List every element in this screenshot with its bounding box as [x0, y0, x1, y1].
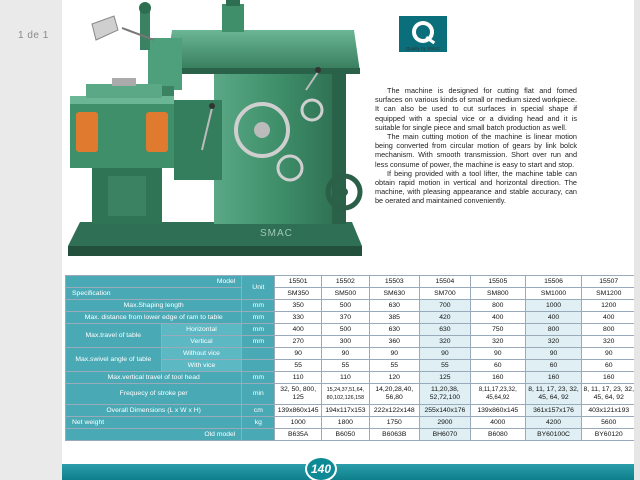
row-unit: [242, 429, 275, 441]
value-cell: BY60120: [582, 429, 634, 441]
value-cell: 1800: [321, 417, 369, 429]
value-cell: 32, 50, 800, 125: [275, 384, 322, 405]
table-row: [66, 417, 635, 429]
value-cell: 750: [470, 324, 525, 336]
spec-cell: SM350: [275, 288, 322, 300]
value-cell: 120: [369, 372, 419, 384]
model-cell: 15503: [369, 276, 419, 288]
value-cell: 1000: [525, 300, 582, 312]
value-cell: BY60100C: [525, 429, 582, 441]
row-unit: mm: [242, 312, 275, 324]
spec-cell: SM800: [470, 288, 525, 300]
shaping-machine-illustration: [62, 0, 374, 262]
value-cell: 2900: [419, 417, 470, 429]
table-row: [66, 300, 635, 312]
value-cell: B635A: [275, 429, 322, 441]
value-cell: 60: [470, 360, 525, 372]
row-unit: min: [242, 384, 275, 405]
value-cell: 350: [275, 300, 322, 312]
value-cell: 361x157x176: [525, 405, 582, 417]
description-paragraph: The main cutting motion of the machine is linear motion being converted from circular motion of gears by link bolck mechanism. With smooth transmission. Short over run and less consume of power, the machine is easy to start and stop.: [375, 132, 577, 169]
model-cell: 15504: [419, 276, 470, 288]
value-cell: 4000: [470, 417, 525, 429]
value-cell: 8,11,17,23,32, 45,64,92: [470, 384, 525, 405]
value-cell: 400: [525, 312, 582, 324]
spec-cell: SM700: [419, 288, 470, 300]
value-cell: 125: [419, 372, 470, 384]
value-cell: 400: [275, 324, 322, 336]
table-row: [66, 288, 635, 300]
value-cell: 139x860x145: [275, 405, 322, 417]
logo-caption: Quality by SMAC: [405, 46, 441, 51]
value-cell: 1750: [369, 417, 419, 429]
value-cell: B6080: [470, 429, 525, 441]
value-cell: B6063B: [369, 429, 419, 441]
value-cell: 90: [369, 348, 419, 360]
value-cell: 55: [275, 360, 322, 372]
row-unit: mm: [242, 324, 275, 336]
table-row: [66, 324, 635, 336]
value-cell: 55: [321, 360, 369, 372]
spec-cell: SM1000: [525, 288, 582, 300]
value-cell: 255x140x176: [419, 405, 470, 417]
value-cell: 160: [470, 372, 525, 384]
row-label: Max.vertical travel of tool head: [66, 372, 242, 384]
spec-cell: SM630: [369, 288, 419, 300]
row-unit: mm: [242, 372, 275, 384]
value-cell: 800: [582, 324, 634, 336]
value-cell: 8, 11, 17, 23, 32, 45, 64, 92: [582, 384, 634, 405]
table-row: [66, 405, 635, 417]
model-cell: 15506: [525, 276, 582, 288]
row-unit: mm: [242, 300, 275, 312]
viewer-sidebar: [0, 0, 62, 480]
value-cell: 8, 11, 17, 23, 32, 45, 64, 92: [525, 384, 582, 405]
row-unit: kg: [242, 417, 275, 429]
header-unit: Unit: [242, 276, 275, 300]
value-cell: 90: [275, 348, 322, 360]
value-cell: 500: [321, 324, 369, 336]
value-cell: 700: [419, 300, 470, 312]
value-cell: 90: [525, 348, 582, 360]
value-cell: 90: [582, 348, 634, 360]
value-cell: 360: [369, 336, 419, 348]
table-row: [66, 384, 635, 405]
table-row: [66, 276, 635, 288]
value-cell: 139x860x145: [470, 405, 525, 417]
value-cell: 300: [321, 336, 369, 348]
footer-band: [62, 464, 634, 480]
page-number: 140: [305, 456, 337, 480]
row-label: With vice: [161, 360, 242, 372]
page-indicator: 1 de 1: [18, 30, 49, 41]
row-label: Overall Dimensions (L x W x H): [66, 405, 242, 417]
spec-cell: SM1200: [582, 288, 634, 300]
value-cell: 4200: [525, 417, 582, 429]
row-label: Frequecy of stroke per: [66, 384, 242, 405]
header-model-label: Model: [66, 276, 242, 288]
value-cell: 320: [419, 336, 470, 348]
value-cell: 1000: [275, 417, 322, 429]
model-cell: 15505: [470, 276, 525, 288]
value-cell: 1200: [582, 300, 634, 312]
specification-table: [65, 275, 634, 441]
value-cell: 420: [419, 312, 470, 324]
row-unit: [242, 360, 275, 372]
row-label: Without vice: [161, 348, 242, 360]
value-cell: 11,20,38, 52,72,100: [419, 384, 470, 405]
value-cell: 800: [470, 300, 525, 312]
value-cell: 194x117x153: [321, 405, 369, 417]
table-row: [66, 429, 635, 441]
machine-description: [375, 86, 577, 206]
value-cell: 385: [369, 312, 419, 324]
model-cell: 15501: [275, 276, 322, 288]
value-cell: 630: [369, 324, 419, 336]
table-row: [66, 312, 635, 324]
value-cell: B6050: [321, 429, 369, 441]
value-cell: 110: [275, 372, 322, 384]
row-group-label: Max.travel of table: [66, 324, 162, 348]
value-cell: 630: [369, 300, 419, 312]
value-cell: 370: [321, 312, 369, 324]
watermark-text: SMAC: [260, 228, 293, 239]
description-paragraph: The machine is designed for cutting flat and fomed surfaces on various kinds of small or medium sized workpiece. It can also be used to cut surfaces in special shape if equipped with a special vice or a dividing head and it is suitable for single piece and small batch production as well.: [375, 86, 577, 132]
value-cell: 270: [275, 336, 322, 348]
row-label: Max. distance from lower edge of ram to table: [66, 312, 242, 324]
value-cell: 15,24,37,51,64, 80,102,126,158: [321, 384, 369, 405]
table-row: [66, 348, 635, 360]
value-cell: 90: [470, 348, 525, 360]
header-spec-label: Specification: [66, 288, 242, 300]
description-paragraph: If being provided with a tool lifter, the machine table can obtain rapid motion in vertical and horizontal direction. The machine, with pleasing appearance and stable accuracy, can be oerated and maintained conveniently.: [375, 168, 577, 206]
catalog-page: [62, 0, 634, 480]
value-cell: 90: [419, 348, 470, 360]
value-cell: 55: [419, 360, 470, 372]
value-cell: 320: [525, 336, 582, 348]
spec-cell: SM500: [321, 288, 369, 300]
value-cell: 222x122x148: [369, 405, 419, 417]
viewer-scroll-edge[interactable]: [634, 0, 640, 480]
table-row: [66, 372, 635, 384]
value-cell: 400: [470, 312, 525, 324]
row-label: Net weight: [66, 417, 242, 429]
row-unit: mm: [242, 336, 275, 348]
row-label: Old model: [66, 429, 242, 441]
value-cell: 110: [321, 372, 369, 384]
value-cell: 5600: [582, 417, 634, 429]
row-label: Max.Shaping length: [66, 300, 242, 312]
value-cell: 90: [321, 348, 369, 360]
value-cell: 800: [525, 324, 582, 336]
value-cell: 14,20,28,40, 56,80: [369, 384, 419, 405]
row-label: Vertical: [161, 336, 242, 348]
value-cell: 320: [470, 336, 525, 348]
value-cell: 55: [369, 360, 419, 372]
model-cell: 15507: [582, 276, 634, 288]
value-cell: 160: [525, 372, 582, 384]
row-unit: cm: [242, 405, 275, 417]
row-group-label: Max.swivel angle of table: [66, 348, 162, 372]
value-cell: 400: [582, 312, 634, 324]
value-cell: 330: [275, 312, 322, 324]
value-cell: BH6070: [419, 429, 470, 441]
value-cell: 60: [582, 360, 634, 372]
value-cell: 403x121x193: [582, 405, 634, 417]
row-label: Horizontal: [161, 324, 242, 336]
value-cell: 320: [582, 336, 634, 348]
model-cell: 15502: [321, 276, 369, 288]
row-unit: [242, 348, 275, 360]
value-cell: 500: [321, 300, 369, 312]
value-cell: 60: [525, 360, 582, 372]
value-cell: 630: [419, 324, 470, 336]
value-cell: 160: [582, 372, 634, 384]
